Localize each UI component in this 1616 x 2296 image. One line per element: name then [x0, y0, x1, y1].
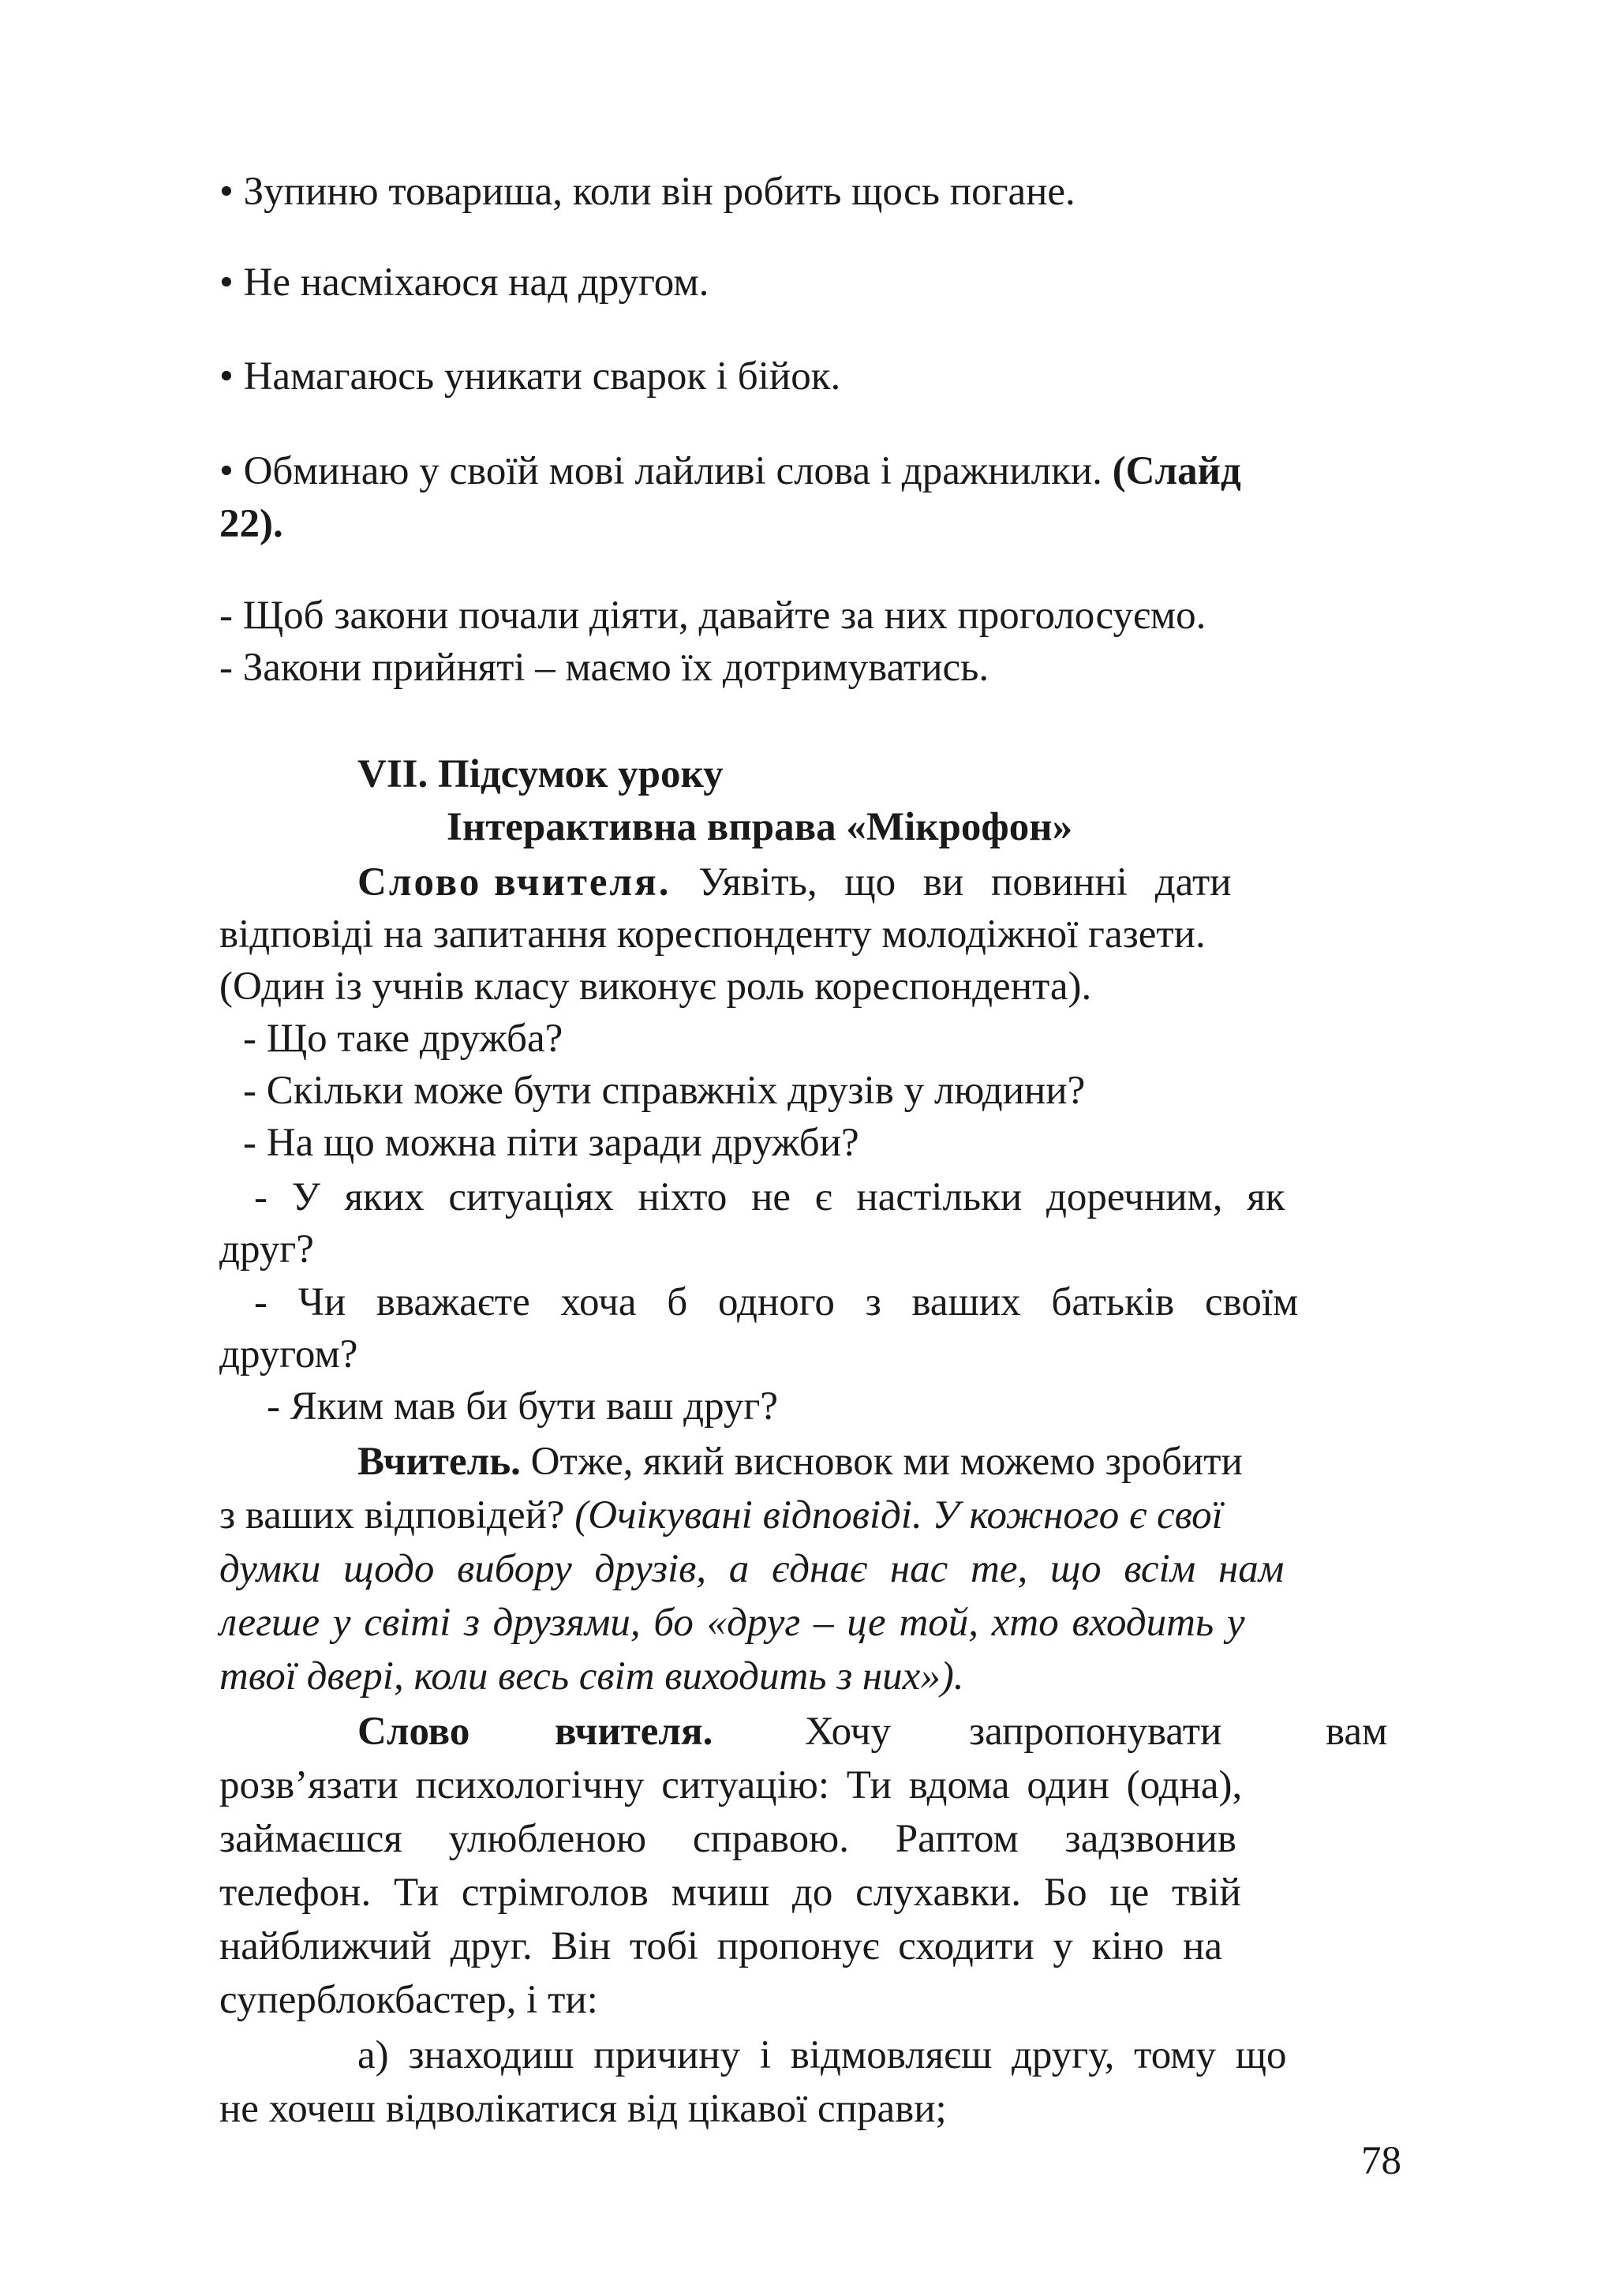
question-6: - Яким мав би бути ваш друг? [267, 1384, 778, 1429]
teacher-paragraph-1-line-3: (Один із учнів класу виконує роль кореспондента). [219, 964, 1092, 1009]
page-number: 78 [1361, 2139, 1401, 2183]
teacher-paragraph-1-line-1: Слово вчителя. Уявіть, що ви повинні дати [357, 860, 1232, 905]
option-a-line-1: а) знаходиш причину і відмовляєш другу, тому що [357, 2033, 1287, 2077]
rule-item-1: • Зупиню товариша, коли він робить щось погане. [219, 170, 1075, 214]
teacher-paragraph-2-line-2: з ваших відповідей? (Очікувані відповіді. У кожного є свої [219, 1493, 1223, 1538]
teacher-paragraph-3-word-2: запропонувати [969, 1710, 1222, 1754]
teacher-paragraph-3-word-3: вам [1326, 1710, 1388, 1754]
expected-answer: (Очікувані відповіді. У кожного є свої [574, 1493, 1223, 1538]
rule-item-2: • Не насміхаюся над другом. [219, 260, 709, 305]
teacher-paragraph-1-line-2: відповіді на запитання кореспонденту молодіжної газети. [219, 912, 1206, 957]
option-a-line-2: не хочеш відволікатися від цікавої справи; [219, 2087, 947, 2131]
teacher-paragraph-3-line-5: найближчий друг. Він тобі пропонує сходити у кіно на [219, 1924, 1223, 1968]
question-3: - На що можна піти заради дружби? [243, 1121, 859, 1165]
slide-reference-number: 22). [219, 502, 283, 546]
teacher-paragraph-2-line-4: легше у світі з друзями, бо «друг – це той, хто входить у [219, 1601, 1245, 1645]
teacher-paragraph-2-line-5: твої двері, коли весь світ виходить з них»). [219, 1654, 964, 1699]
teacher-paragraph-2-line-1: Вчитель. Отже, який висновок ми можемо зробити [357, 1440, 1243, 1484]
rule-item-4-text: • Обминаю у своїй мові лайливі слова і дражнилки. [219, 449, 1113, 493]
teacher-paragraph-3-line-4: телефон. Ти стрімголов мчиш до слухавки. Бо це твій [219, 1871, 1241, 1915]
teacher-label-3b: вчителя. [555, 1710, 713, 1754]
question-4: - У яких ситуаціях ніхто не є настільки доречним, як [254, 1175, 1285, 1219]
vote-line-2: - Закони прийняті – маємо їх дотримуватись. [219, 646, 989, 690]
section-subheading: Інтерактивна вправа «Мікрофон» [447, 805, 1073, 849]
question-4-cont: друг? [219, 1227, 314, 1272]
section-heading: VII. Підсумок уроку [357, 752, 724, 796]
rule-item-4 [219, 448, 1241, 495]
teacher-paragraph-3-word-1: Хочу [805, 1710, 891, 1754]
teacher-paragraph-3-line-6: суперблокбастер, і ти: [219, 1978, 598, 2022]
vote-line-1: - Щоб закони почали діяти, давайте за них проголосуємо. [219, 594, 1206, 638]
teacher-paragraph-3-line-3: займаєшся улюбленою справою. Раптом задзвонив [219, 1817, 1236, 1861]
slide-reference: (Слайд [1112, 449, 1241, 493]
teacher-paragraph-2-line-3: думки щодо вибору друзів, а єднає нас те, що всім нам [219, 1547, 1285, 1591]
question-2: - Скільки може бути справжніх друзів у людини? [243, 1069, 1086, 1113]
teacher-label-2: Вчитель. [357, 1440, 521, 1484]
question-5: - Чи вважаєте хоча б одного з ваших батьків своїм [254, 1280, 1299, 1324]
rule-item-3: • Намагаюсь уникати сварок і бійок. [219, 354, 841, 399]
question-5-cont: другом? [219, 1332, 358, 1376]
teacher-label: Слово вчителя. [357, 860, 671, 905]
teacher-paragraph-3-line-2: розв’язати психологічну ситуацію: Ти вдома один (одна), [219, 1763, 1243, 1807]
teacher-label-3a: Слово [357, 1710, 470, 1754]
question-1: - Що таке дружба? [243, 1017, 563, 1061]
